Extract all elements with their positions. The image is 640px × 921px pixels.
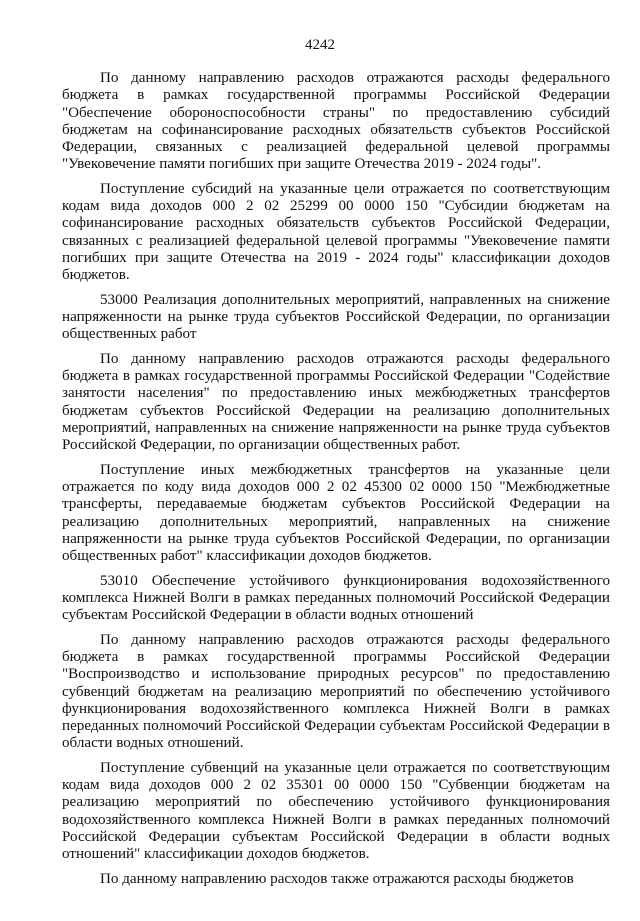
document-body [62, 70, 610, 896]
paragraph: По данному направлению расходов отражаются расходы федерального бюджета в рамках государственной программы Российской Федерации "Воспроизводство и использование природных ресурсов" по предоставлению субвенций бюджетам на реализацию мероприятий по обеспечению устойчивого функционирования водохозяйственного комплекса Нижней Волги в рамках переданных полномочий Российской Федерации субъектам Российской Федерации в области водных отношений. [62, 631, 610, 752]
paragraph: Поступление иных межбюджетных трансфертов на указанные цели отражается по коду вида доходов 000 2 02 45300 02 0000 150 "Межбюджетные трансферты, передаваемые бюджетам субъектов Российской Федерации на реализацию дополнительных мероприятий, направленных на снижение напряженности на рынке труда субъектов Российской Федерации, по организации общественных работ" классификации доходов бюджетов. [62, 461, 610, 565]
paragraph: 53000 Реализация дополнительных мероприятий, направленных на снижение напряженности на рынке труда субъектов Российской Федерации, по организации общественных работ [62, 291, 610, 343]
paragraph: 53010 Обеспечение устойчивого функционирования водохозяйственного комплекса Нижней Волги в рамках переданных полномочий Российской Федерации субъектам Российской Федерации в области водных отношений [62, 572, 610, 624]
paragraph: Поступление субсидий на указанные цели отражается по соответствующим кодам вида доходов 000 2 02 25299 00 0000 150 "Субсидии бюджетам на софинансирование расходных обязательств субъектов Российской Федерации, связанных с реализацией федеральной целевой программы "Увековечение памяти погибших при защите Отечества на 2019 - 2024 годы" классификации доходов бюджетов. [62, 180, 610, 284]
page-number: 4242 [305, 37, 335, 53]
paragraph: По данному направлению расходов отражаются расходы федерального бюджета в рамках государственной программы Российской Федерации "Содействие занятости населения" по предоставлению иных межбюджетных трансфертов бюджетам субъектов Российской Федерации на реализацию дополнительных мероприятий, направленных на снижение напряженности на рынке труда субъектов Российской Федерации, по организации общественных работ. [62, 350, 610, 454]
paragraph: По данному направлению расходов также отражаются расходы бюджетов [100, 870, 574, 887]
paragraph: Поступление субвенций на указанные цели отражается по соответствующим кодам вида доходов 000 2 02 35301 00 0000 150 "Субвенции бюджетам на реализацию мероприятий по обеспечению устойчивого функционирования водохозяйственного комплекса Нижней Волги в рамках переданных полномочий Российской Федерации субъектам Российской Федерации в области водных отношений" классификации доходов бюджетов. [62, 759, 610, 863]
paragraph: По данному направлению расходов отражаются расходы федерального бюджета в рамках государственной программы Российской Федерации "Обеспечение обороноспособности страны" по предоставлению субсидий бюджетам на софинансирование расходных обязательств субъектов Российской Федерации, связанных с реализацией федеральной целевой программы "Увековечение памяти погибших при защите Отечества 2019 - 2024 годы". [62, 70, 610, 173]
